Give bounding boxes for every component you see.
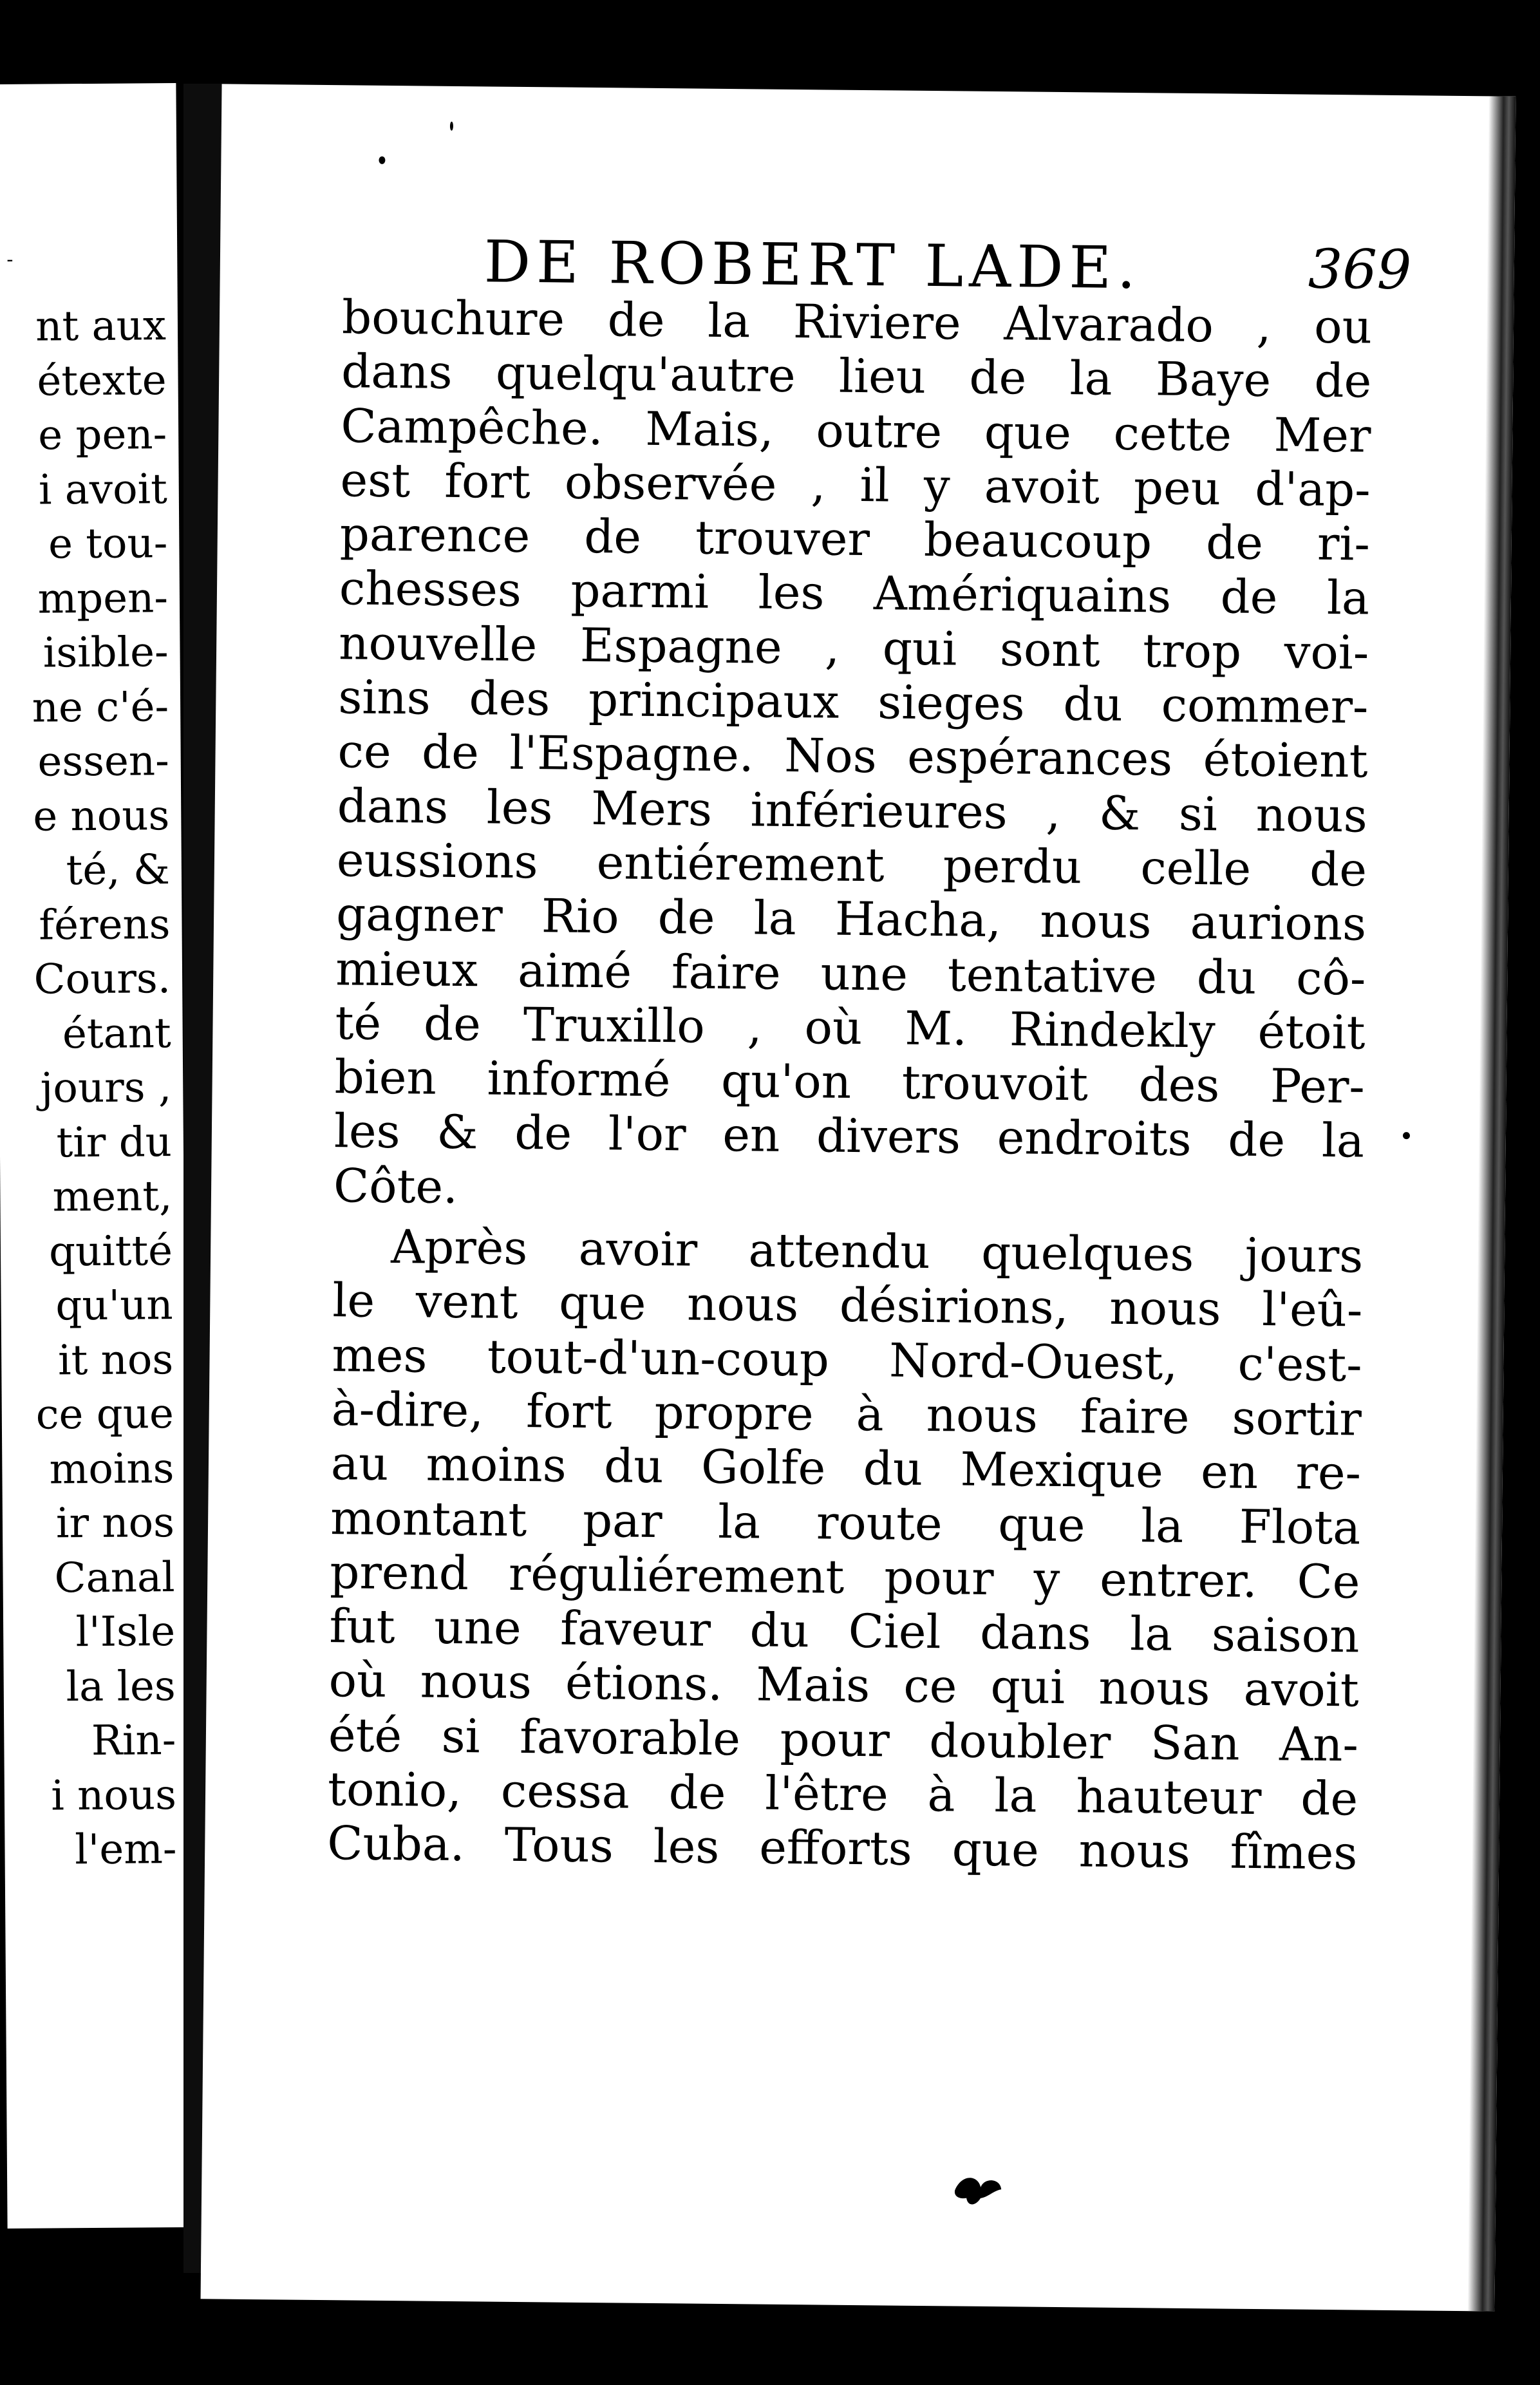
text-line: nouvelle Espagne , qui sont trop voi- <box>338 615 1369 680</box>
left-line: ment, <box>52 1173 173 1221</box>
text-line: té de Truxillo , où M. Rindekly étoit <box>335 995 1366 1060</box>
text-line: tonio, cessa de l'être à la hauteur de <box>327 1762 1358 1826</box>
text-line: été si favorable pour doubler San An- <box>328 1707 1359 1772</box>
page-mark: - <box>6 248 14 271</box>
ink-speck <box>450 122 453 131</box>
left-line: étant <box>62 1009 171 1058</box>
text-line: ce de l'Espagne. Nos espérances étoient <box>337 724 1368 788</box>
left-line: quitté <box>48 1227 173 1276</box>
left-line: e tou- <box>48 520 168 569</box>
left-line: mpen- <box>37 574 169 623</box>
left-line: l'Isle <box>75 1608 176 1657</box>
left-line: isible- <box>42 628 169 677</box>
left-page-text <box>28 299 177 1878</box>
left-line: ne c'é- <box>32 683 169 732</box>
text-line: prend réguliérement pour y entrer. Ce <box>329 1544 1360 1609</box>
text-line: dans les Mers inférieures , & si nous <box>337 778 1368 843</box>
left-line: l'em- <box>75 1825 177 1874</box>
text-line: Après avoir attendu quelques jours <box>390 1220 1364 1283</box>
text-line: Cuba. Tous les efforts que nous fîmes <box>326 1816 1358 1880</box>
left-line: qu'un <box>55 1281 173 1330</box>
left-line: té, & <box>66 846 171 895</box>
text-line: bien informé qu'on trouvoit des Per- <box>334 1050 1366 1114</box>
right-page <box>201 84 1516 2311</box>
text-line: Côte. <box>333 1158 458 1214</box>
left-line: férens <box>39 900 171 950</box>
text-line: chesses parmi les Amériquains de la <box>339 561 1370 626</box>
paragraph <box>333 290 1373 1222</box>
text-line: où nous étions. Mais ce qui nous avoit <box>328 1653 1360 1717</box>
left-line: it nos <box>57 1335 174 1384</box>
left-line: Canal <box>54 1553 175 1602</box>
left-page <box>0 83 191 2229</box>
page-number: 369 <box>1308 237 1412 302</box>
left-line: Rin- <box>91 1717 176 1766</box>
left-line: i nous <box>51 1771 177 1820</box>
text-line: parence de trouver beaucoup de ri- <box>339 507 1371 571</box>
text-line: les & de l'or en divers endroits de la <box>333 1104 1365 1168</box>
paragraph <box>327 1219 1364 1880</box>
left-line: ir nos <box>55 1499 175 1548</box>
ink-speck <box>1403 1132 1410 1139</box>
text-line: à-dire, fort propre à nous faire sortir <box>331 1382 1362 1446</box>
left-line: tir du <box>56 1118 173 1167</box>
text-line: le vent que nous désirions, nous l'eû- <box>332 1273 1363 1337</box>
text-line: Campêche. Mais, outre que cette Mer <box>341 398 1371 463</box>
left-line: la les <box>66 1662 176 1711</box>
body-text <box>327 290 1372 1880</box>
left-line: étexte <box>37 356 167 406</box>
left-line: e nous <box>33 791 170 841</box>
left-line: essen- <box>37 737 169 786</box>
text-line: eussions entiérement perdu celle de <box>336 833 1367 897</box>
page-edge <box>1467 96 1516 2311</box>
fleuron-ornament <box>948 2171 1007 2210</box>
left-line: e pen- <box>38 411 167 460</box>
text-line: bouchure de la Riviere Alvarado , ou <box>341 290 1373 354</box>
text-line: au moins du Golfe du Mexique en re- <box>330 1436 1362 1500</box>
text-line: montant par la route que la Flota <box>330 1490 1361 1555</box>
ink-speck <box>379 156 385 164</box>
left-line: nt aux <box>35 302 167 351</box>
text-line: mieux aimé faire une tentative du cô- <box>335 941 1366 1006</box>
left-line: moins <box>49 1444 174 1493</box>
text-line: est fort observée , il y avoit peu d'ap- <box>340 453 1371 517</box>
running-head: DE ROBERT LADE. <box>484 228 1142 303</box>
left-line: ce que <box>35 1390 174 1439</box>
text-line: dans quelqu'autre lieu de la Baye de <box>341 344 1372 408</box>
left-line: jours , <box>40 1064 172 1113</box>
text-line: fut une faveur du Ciel dans la saison <box>329 1599 1360 1663</box>
left-line: Cours. <box>33 955 171 1004</box>
left-line: i avoit <box>38 465 168 514</box>
text-line: gagner Rio de la Hacha, nous aurions <box>335 887 1367 951</box>
text-line: sins des principaux sieges du commer- <box>338 670 1369 734</box>
text-line: mes tout-d'un-coup Nord-Ouest, c'est- <box>332 1327 1362 1392</box>
